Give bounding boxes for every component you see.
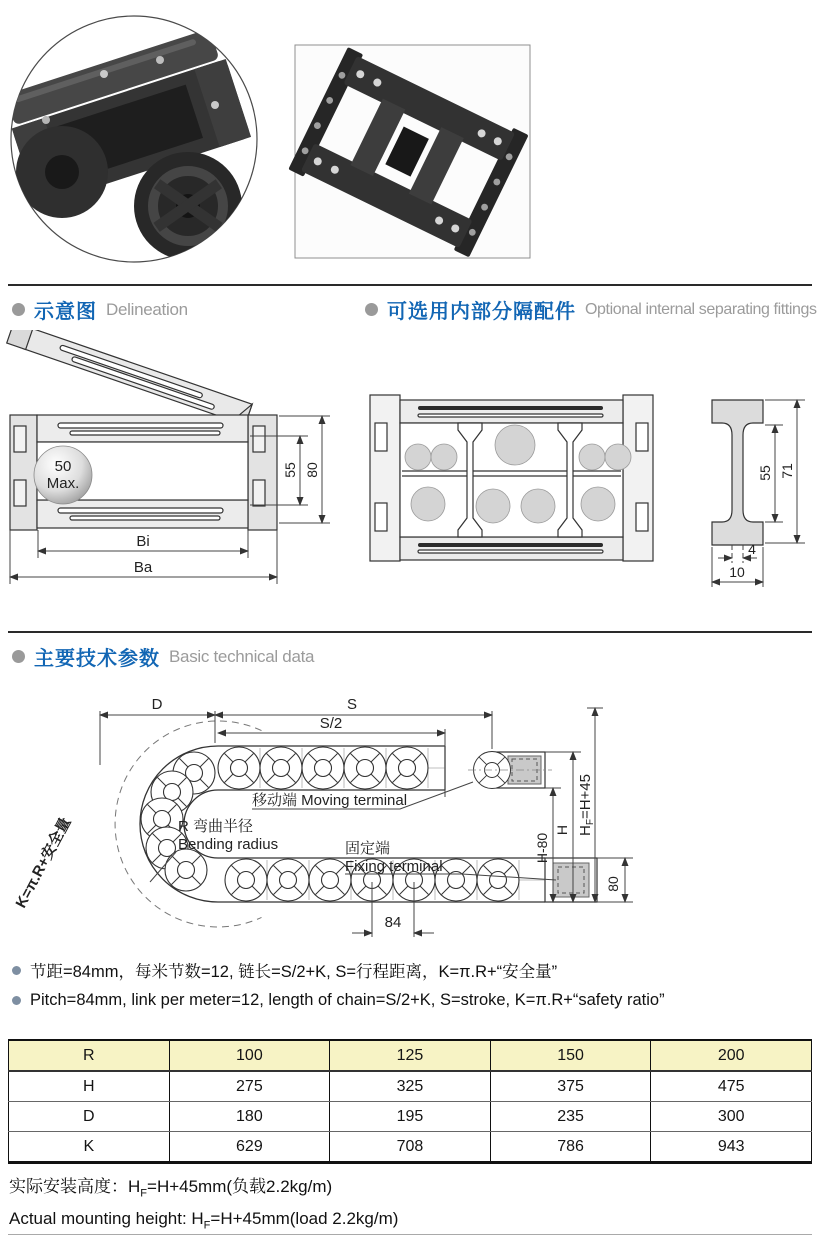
note-zh: 节距=84mm，每米节数=12, 链长=S/2+K, S=行程距离，K=π.R+“安全量”: [8, 958, 665, 982]
separator-profile-drawing: [690, 385, 820, 600]
bullet-icon: [12, 303, 25, 316]
cell: 475: [651, 1071, 812, 1102]
dim-71: 71: [779, 463, 795, 479]
table-row: [9, 1132, 812, 1163]
dim-4: 4: [748, 541, 756, 557]
i-beam-profile: [712, 400, 763, 545]
divider-middle: [8, 631, 812, 633]
dim-S: S: [346, 696, 358, 713]
fixing-terminal-label-en: Fixing terminal: [345, 858, 443, 875]
bend-diagram: [0, 685, 820, 955]
bending-radius-label-en: Bending radius: [178, 836, 279, 853]
cell: 629: [169, 1132, 330, 1163]
bullet-icon: [12, 966, 21, 975]
section-title-zh: 主要技术参数: [34, 648, 160, 670]
bullet-icon: [12, 996, 21, 1005]
dim-55: 55: [282, 462, 298, 478]
section-title-en: Optional internal separating fittings: [585, 300, 817, 318]
product-photo-rect: [288, 45, 530, 258]
dim-10: 10: [729, 564, 745, 580]
bullet-icon: [12, 650, 25, 663]
dim-H: H: [554, 824, 570, 836]
bending-radius-label-zh: R 弯曲半径: [178, 818, 254, 835]
dim-D: D: [151, 696, 163, 713]
table-header-row: [9, 1040, 812, 1071]
dim-bi: Bi: [136, 533, 150, 550]
ball-dim-value: 50: [54, 458, 72, 475]
table-row: [9, 1102, 812, 1132]
cell: 235: [490, 1102, 651, 1132]
moving-terminal-label: 移动端 Moving terminal: [252, 792, 408, 809]
k-formula-label: K=π.R+安全量: [12, 814, 75, 911]
row-label: K: [9, 1132, 170, 1163]
product-photo-circular: [1, 16, 257, 262]
dim-80: 80: [304, 462, 320, 478]
moving-terminal: [468, 752, 552, 789]
header-cell: 150: [490, 1040, 651, 1071]
mounting-height-note: [9, 1174, 398, 1239]
dim-55: 55: [757, 465, 773, 481]
fittings-cross-section: [368, 383, 658, 573]
technical-data-table: [8, 1039, 812, 1164]
ball-dim-unit: Max.: [46, 475, 80, 492]
dim-H-80: H-80: [534, 832, 550, 864]
divider-top: [8, 284, 812, 286]
section-title-zh: 示意图: [34, 301, 97, 323]
mounting-height-en: Actual mounting height: $H_F=H+45mm(load$ 2.2kg/m): [9, 1209, 399, 1232]
cell: 180: [169, 1102, 330, 1132]
dim-HF: $H_F=H+45$: [577, 774, 596, 836]
fixing-terminal-label-zh: 固定端: [345, 840, 391, 857]
row-label: D: [9, 1102, 170, 1132]
dim-84: 84: [384, 914, 402, 931]
dim-S2: S/2: [319, 715, 343, 732]
section-header-technical: [12, 642, 314, 671]
notes-block: [8, 958, 665, 1019]
cell: 708: [330, 1132, 491, 1163]
dim-80: 80: [605, 876, 621, 892]
dim-ba: Ba: [133, 559, 153, 576]
section-header-fittings: [365, 295, 817, 324]
cell: 325: [330, 1071, 491, 1102]
cell: 300: [651, 1102, 812, 1132]
cell: 195: [330, 1102, 491, 1132]
product-photos: [0, 0, 820, 280]
cell: 786: [490, 1132, 651, 1163]
header-cell: 125: [330, 1040, 491, 1071]
mounting-height-zh: 实际安装高度：$H_F=H+45mm$(负载2.2kg/m): [9, 1177, 333, 1200]
divider-bottom: [8, 1234, 812, 1235]
delineation-drawing: [0, 330, 350, 600]
header-cell: R: [9, 1040, 170, 1071]
header-cell: 100: [169, 1040, 330, 1071]
section-title-en: Delineation: [106, 299, 188, 319]
cell: 943: [651, 1132, 812, 1163]
section-title-en: Basic technical data: [169, 646, 315, 666]
row-label: H: [9, 1071, 170, 1102]
header-cell: 200: [651, 1040, 812, 1071]
note-en: Pitch=84mm, link per meter=12, length of chain=S/2+K, S=stroke, K=π.R+“safety ratio”: [8, 991, 665, 1010]
section-header-delineation: [12, 295, 188, 324]
bullet-icon: [365, 303, 378, 316]
section-title-zh: 可选用内部分隔配件: [387, 301, 576, 323]
bottom-rail: [37, 500, 248, 528]
table-row: [9, 1071, 812, 1102]
cell: 375: [490, 1071, 651, 1102]
cell: 275: [169, 1071, 330, 1102]
